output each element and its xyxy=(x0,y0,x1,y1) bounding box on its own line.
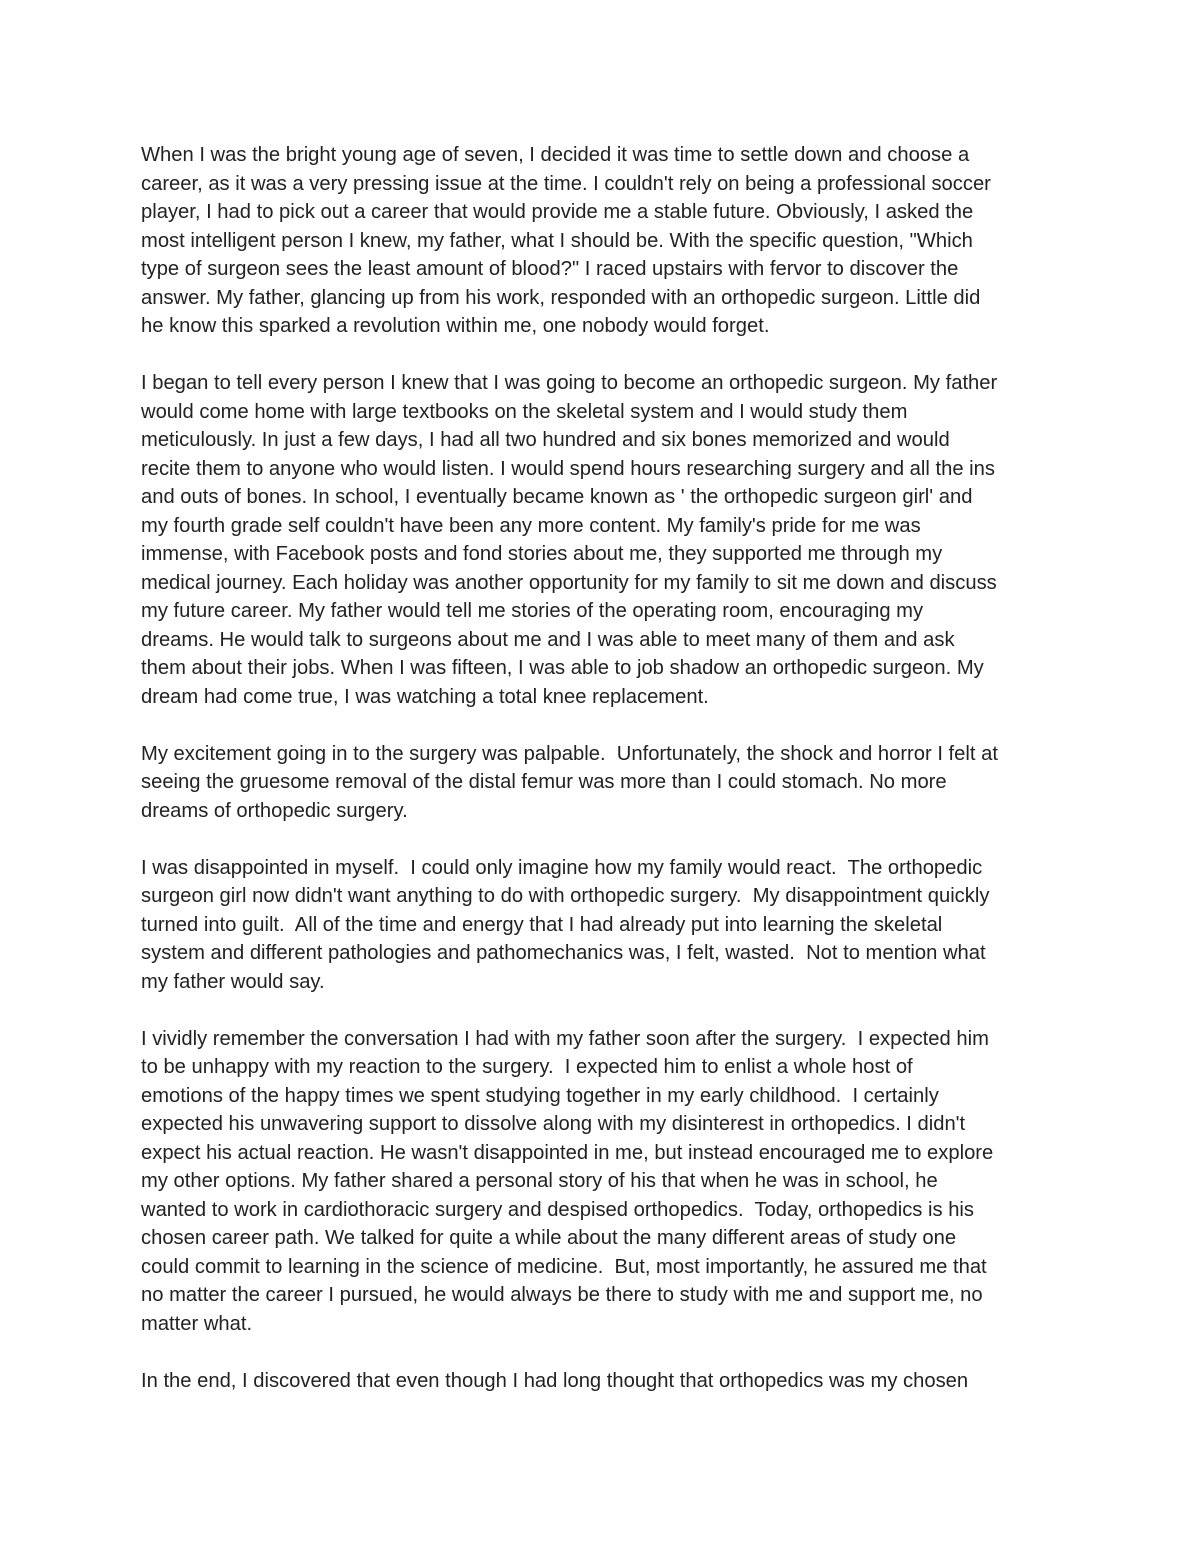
text-line: In the end, I discovered that even though I had long thought that orthopedics was my chosen xyxy=(141,1369,969,1392)
paragraph xyxy=(141,1025,1071,1339)
text-line: I began to tell every person I knew that I was going to become an orthopedic surgeon. My father xyxy=(141,372,998,394)
text-line: immense, with Facebook posts and fond stories about me, they supported me through my xyxy=(141,543,943,565)
text-line: most intelligent person I knew, my father, what I should be. With the specific question, "Which xyxy=(141,229,973,252)
document-body xyxy=(141,141,1071,1424)
text-line: expected his unwavering support to dissolve along with my disinterest in orthopedics. I didn't xyxy=(141,1113,966,1135)
text-line: and outs of bones. In school, I eventually became known as ' the orthopedic surgeon girl' and xyxy=(141,486,973,508)
text-line: answer. My father, glancing up from his work, responded with an orthopedic surgeon. Little did xyxy=(141,286,981,309)
text-line: meticulously. In just a few days, I had all two hundred and six bones memorized and would xyxy=(141,429,950,451)
text-line: matter what. xyxy=(141,1312,253,1335)
paragraph xyxy=(141,740,1071,826)
paragraph xyxy=(141,369,1071,711)
text-line: he know this sparked a revolution within me, one nobody would forget. xyxy=(141,315,770,337)
text-line: recite them to anyone who would listen. I would spend hours researching surgery and all the ins xyxy=(141,457,995,480)
text-line: dreams of orthopedic surgery. xyxy=(141,799,408,822)
text-line: My excitement going in to the surgery was palpable. Unfortunately, the shock and horror I felt at xyxy=(141,742,998,765)
text-line: wanted to work in cardiothoracic surgery and despised orthopedics. Today, orthopedics is his xyxy=(141,1198,974,1221)
text-line: seeing the gruesome removal of the distal femur was more than I could stomach. No more xyxy=(141,771,947,793)
text-line: my fourth grade self couldn't have been any more content. My family's pride for me was xyxy=(141,514,921,537)
text-line: I was disappointed in myself. I could only imagine how my family would react. The orthopedic xyxy=(141,856,983,879)
text-line: chosen career path. We talked for quite a while about the many different areas of study one xyxy=(141,1227,957,1249)
text-line: no matter the career I pursued, he would always be there to study with me and support me, no xyxy=(141,1284,983,1306)
text-line: career, as it was a very pressing issue at the time. I couldn't rely on being a professional soccer xyxy=(141,172,991,195)
text-line: would come home with large textbooks on the skeletal system and I would study them xyxy=(141,400,908,423)
paragraph xyxy=(141,1367,1071,1396)
text-line: turned into guilt. All of the time and energy that I had already put into learning the skeletal xyxy=(141,913,943,936)
text-line: could commit to learning in the science of medicine. But, most importantly, he assured me that xyxy=(141,1255,987,1278)
paragraph xyxy=(141,141,1071,341)
text-line: dreams. He would talk to surgeons about me and I was able to meet many of them and ask xyxy=(141,628,955,651)
text-line: I vividly remember the conversation I had with my father soon after the surgery. I expected him xyxy=(141,1027,989,1050)
text-line: expect his actual reaction. He wasn't disappointed in me, but instead encouraged me to explore xyxy=(141,1141,994,1164)
text-line: dream had come true, I was watching a total knee replacement. xyxy=(141,685,709,708)
text-line: When I was the bright young age of seven, I decided it was time to settle down and choose a xyxy=(141,144,970,166)
text-line: them about their jobs. When I was fifteen, I was able to job shadow an orthopedic surgeon. My xyxy=(141,657,984,679)
text-line: my future career. My father would tell me stories of the operating room, encouraging my xyxy=(141,600,924,622)
text-line: medical journey. Each holiday was another opportunity for my family to sit me down and discuss xyxy=(141,571,997,594)
text-line: to be unhappy with my reaction to the surgery. I expected him to enlist a whole host of xyxy=(141,1056,913,1078)
paragraph xyxy=(141,854,1071,997)
text-line: player, I had to pick out a career that would provide me a stable future. Obviously, I asked the xyxy=(141,201,974,223)
text-line: system and different pathologies and pathomechanics was, I felt, wasted. Not to mention what xyxy=(141,942,986,964)
text-line: my father would say. xyxy=(141,970,325,993)
text-line: my other options. My father shared a personal story of his that when he was in school, he xyxy=(141,1170,938,1192)
text-line: emotions of the happy times we spent studying together in my early childhood. I certainly xyxy=(141,1084,939,1107)
text-line: type of surgeon sees the least amount of blood?" I raced upstairs with fervor to discover the xyxy=(141,258,959,280)
text-line: surgeon girl now didn't want anything to do with orthopedic surgery. My disappointment quickly xyxy=(141,885,990,907)
